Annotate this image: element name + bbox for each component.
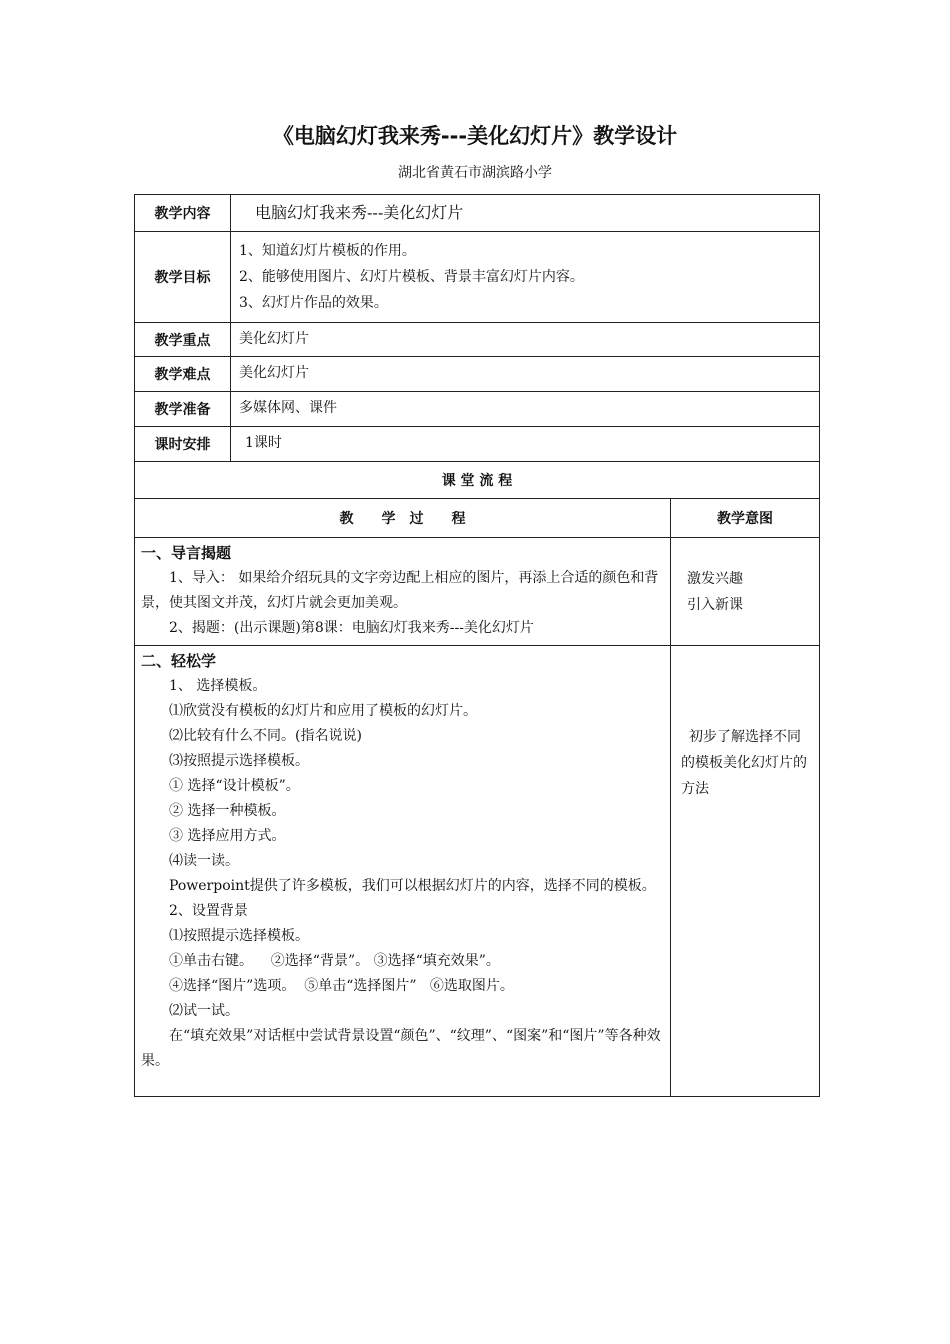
section-2-line: 在“填充效果”对话框中尝试背景设置“颜色”、“纹理”、“图案”和“图片”等各种效果。: [141, 1028, 661, 1069]
value-goals: [231, 232, 820, 323]
section-2-line: ② 选择一种模板。: [169, 803, 286, 819]
section-2-process: [135, 646, 671, 1097]
section-2-line: ⑶按照提示选择模板。: [169, 753, 309, 769]
section-2-line: Powerpoint提供了许多模板，我们可以根据幻灯片的内容，选择不同的模板。: [169, 878, 656, 894]
lesson-plan-table: [134, 194, 820, 1097]
row-content: [135, 195, 820, 232]
section-2-line: ⑷读一读。: [169, 853, 239, 869]
label-schedule: 课时安排: [135, 427, 231, 462]
intent-header: 教学意图: [671, 499, 820, 538]
row-preparation: [135, 392, 820, 427]
document-title: 《电脑幻灯我来秀---美化幻灯片》教学设计: [272, 124, 678, 148]
row-difficulty: [135, 357, 820, 392]
value-schedule: 1课时: [231, 427, 820, 462]
flow-banner: 课 堂 流 程: [135, 462, 820, 499]
document-subtitle: 湖北省黄石市湖滨路小学: [398, 165, 552, 181]
section-2-line: 1、 选择模板。: [169, 678, 267, 694]
label-focus: 教学重点: [135, 323, 231, 357]
section-2-title: 二、轻松学: [141, 652, 217, 670]
section-2-intent: 初步了解选择不同的模板美化幻灯片的方法: [671, 646, 820, 1097]
section-1-process: [135, 538, 671, 646]
label-content: 教学内容: [135, 195, 231, 232]
goal-item: 3、幻灯片作品的效果。: [239, 295, 388, 311]
goal-item: 2、能够使用图片、幻灯片模板、背景丰富幻灯片内容。: [239, 269, 584, 285]
section-2-line: ⑵比较有什么不同。(指名说说): [169, 728, 362, 744]
section-2-line: ④选择“图片”选项。 ⑤单击“选择图片” ⑥选取图片。: [169, 978, 514, 994]
section-1-intent: [671, 538, 820, 646]
intent-line: 引入新课: [687, 596, 743, 613]
section-2-line: 2、设置背景: [169, 903, 248, 919]
row-section-2: [135, 646, 820, 1097]
value-content: 电脑幻灯我来秀---美化幻灯片: [231, 195, 820, 232]
section-1-title: 一、导言揭题: [141, 544, 232, 562]
section-2-line: ③ 选择应用方式。: [169, 828, 286, 844]
section-1-line: 1、导入： 如果给介绍玩具的文字旁边配上相应的图片，再添上合适的颜色和背景，使其图文并茂，幻灯片就会更加美观。: [141, 570, 659, 611]
label-goals: 教学目标: [135, 232, 231, 323]
section-2-line: ①单击右键。 ②选择“背景”。 ③选择“填充效果”。: [169, 953, 500, 969]
process-header: 教 学 过 程: [135, 499, 671, 538]
row-process-header: [135, 499, 820, 538]
goal-item: 1、知道幻灯片模板的作用。: [239, 243, 416, 259]
row-section-1: [135, 538, 820, 646]
label-difficulty: 教学难点: [135, 357, 231, 392]
section-2-line: ① 选择“设计模板”。: [169, 778, 300, 794]
row-goals: [135, 232, 820, 323]
section-1-line: 2、揭题：(出示课题)第8课：电脑幻灯我来秀---美化幻灯片: [169, 620, 534, 636]
section-2-line: ⑴欣赏没有模板的幻灯片和应用了模板的幻灯片。: [169, 703, 477, 719]
row-schedule: [135, 427, 820, 462]
row-focus: [135, 323, 820, 357]
value-difficulty: 美化幻灯片: [231, 357, 820, 392]
value-focus: 美化幻灯片: [231, 323, 820, 357]
row-flow-banner: [135, 462, 820, 499]
section-2-line: ⑵试一试。: [169, 1003, 239, 1019]
intent-line: 激发兴趣: [687, 570, 743, 587]
label-preparation: 教学准备: [135, 392, 231, 427]
value-preparation: 多媒体网、课件: [231, 392, 820, 427]
section-2-line: ⑴按照提示选择模板。: [169, 928, 309, 944]
